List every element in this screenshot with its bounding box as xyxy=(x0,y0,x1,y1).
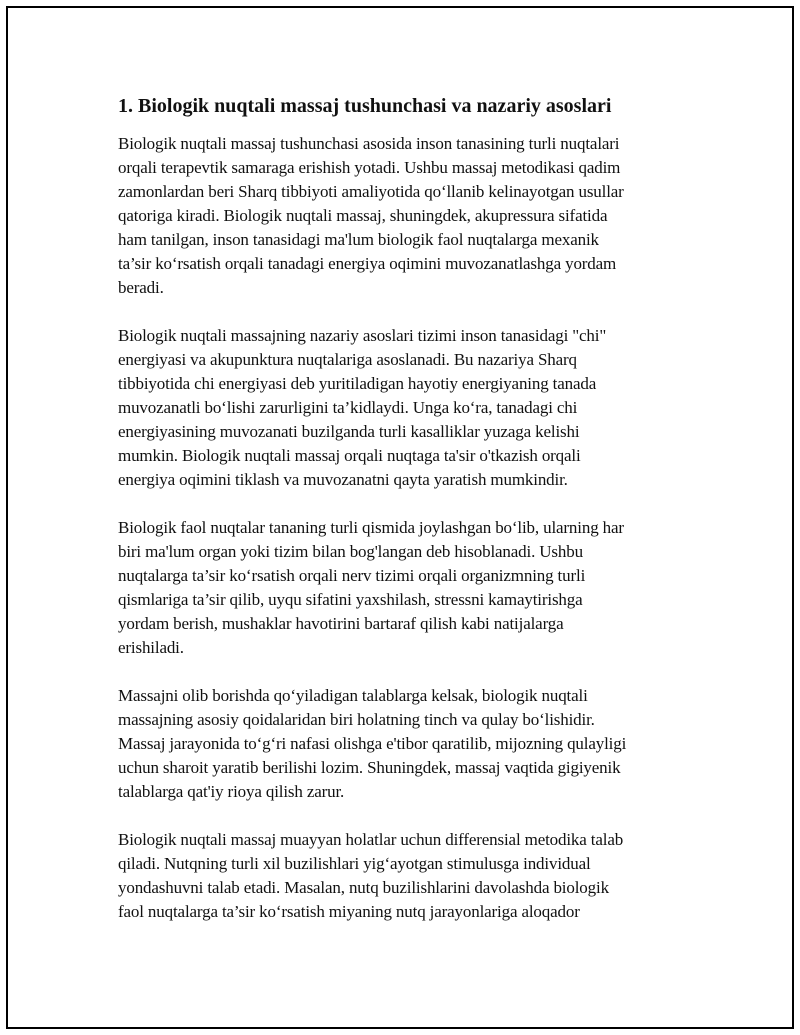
text-line: beradi. xyxy=(118,278,164,297)
text-line: faol nuqtalarga ta’sir ko‘rsatish miyaning nutq jarayonlariga aloqador xyxy=(118,902,580,921)
text-line: talablarga qat'iy rioya qilish zarur. xyxy=(118,782,345,801)
text-line: energiyasi va akupunktura nuqtalariga asoslanadi. Bu nazariya Sharq xyxy=(118,350,577,369)
text-line: energiya oqimini tiklash va muvozanatni qayta yaratish mumkindir. xyxy=(118,470,568,489)
text-line: Biologik nuqtali massaj tushunchasi asosida inson tanasining turli nuqtalari xyxy=(118,134,620,153)
text-line: uchun sharoit yaratib berilishi lozim. Shuningdek, massaj vaqtida gigiyenik xyxy=(118,758,621,777)
text-line: qiladi. Nutqning turli xil buzilishlari yig‘ayotgan stimulusga individual xyxy=(118,854,591,873)
text-line: biri ma'lum organ yoki tizim bilan bog'langan deb hisoblanadi. Ushbu xyxy=(118,542,583,561)
text-line: muvozanatli bo‘lishi zarurligini ta’kidlaydi. Unga ko‘ra, tanadagi chi xyxy=(118,398,578,417)
text-line: Massajni olib borishda qo‘yiladigan talablarga kelsak, biologik nuqtali xyxy=(118,686,588,705)
text-line: erishiladi. xyxy=(118,638,184,657)
paragraph-4 xyxy=(118,684,698,804)
paragraph-1 xyxy=(118,132,698,300)
text-line: qismlariga ta’sir qilib, uyqu sifatini yaxshilash, stressni kamaytirishga xyxy=(118,590,583,609)
text-line: nuqtalarga ta’sir ko‘rsatish orqali nerv tizimi orqali organizmning turli xyxy=(118,566,586,585)
text-line: ta’sir ko‘rsatish orqali tanadagi energiya oqimini muvozanatlashga yordam xyxy=(118,254,617,273)
paragraph-5 xyxy=(118,828,698,924)
text-line: yordam berish, mushaklar havotirini bartaraf qilish kabi natijalarga xyxy=(118,614,564,633)
text-line: tibbiyotida chi energiyasi deb yuritiladigan hayotiy energiyaning tanada xyxy=(118,374,597,393)
text-line: orqali terapevtik samaraga erishish yotadi. Ushbu massaj metodikasi qadim xyxy=(118,158,621,177)
text-line: mumkin. Biologik nuqtali massaj orqali nuqtaga ta'sir o'tkazish orqali xyxy=(118,446,581,465)
text-line: Biologik faol nuqtalar tananing turli qismida joylashgan bo‘lib, ularning har xyxy=(118,518,624,537)
text-line: Massaj jarayonida to‘g‘ri nafasi olishga e'tibor qaratilib, mijozning qulayligi xyxy=(118,734,627,753)
text-line: yondashuvni talab etadi. Masalan, nutq buzilishlarini davolashda biologik xyxy=(118,878,609,897)
text-line: energiyasining muvozanati buzilganda turli kasalliklar yuzaga kelishi xyxy=(118,422,580,441)
document-body xyxy=(118,92,698,948)
section-heading: 1. Biologik nuqtali massaj tushunchasi va nazariy asoslari xyxy=(118,95,612,117)
paragraph-2 xyxy=(118,324,698,492)
text-line: massajning asosiy qoidalaridan biri holatning tinch va qulay bo‘lishidir. xyxy=(118,710,595,729)
text-line: Biologik nuqtali massaj muayyan holatlar uchun differensial metodika talab xyxy=(118,830,624,849)
paragraph-3 xyxy=(118,516,698,660)
text-line: Biologik nuqtali massajning nazariy asoslari tizimi inson tanasidagi "chi" xyxy=(118,326,607,345)
text-line: zamonlardan beri Sharq tibbiyoti amaliyotida qo‘llanib kelinayotgan usullar xyxy=(118,182,624,201)
text-line: ham tanilgan, inson tanasidagi ma'lum biologik faol nuqtalarga mexanik xyxy=(118,230,599,249)
text-line: qatoriga kiradi. Biologik nuqtali massaj, shuningdek, akupressura sifatida xyxy=(118,206,608,225)
